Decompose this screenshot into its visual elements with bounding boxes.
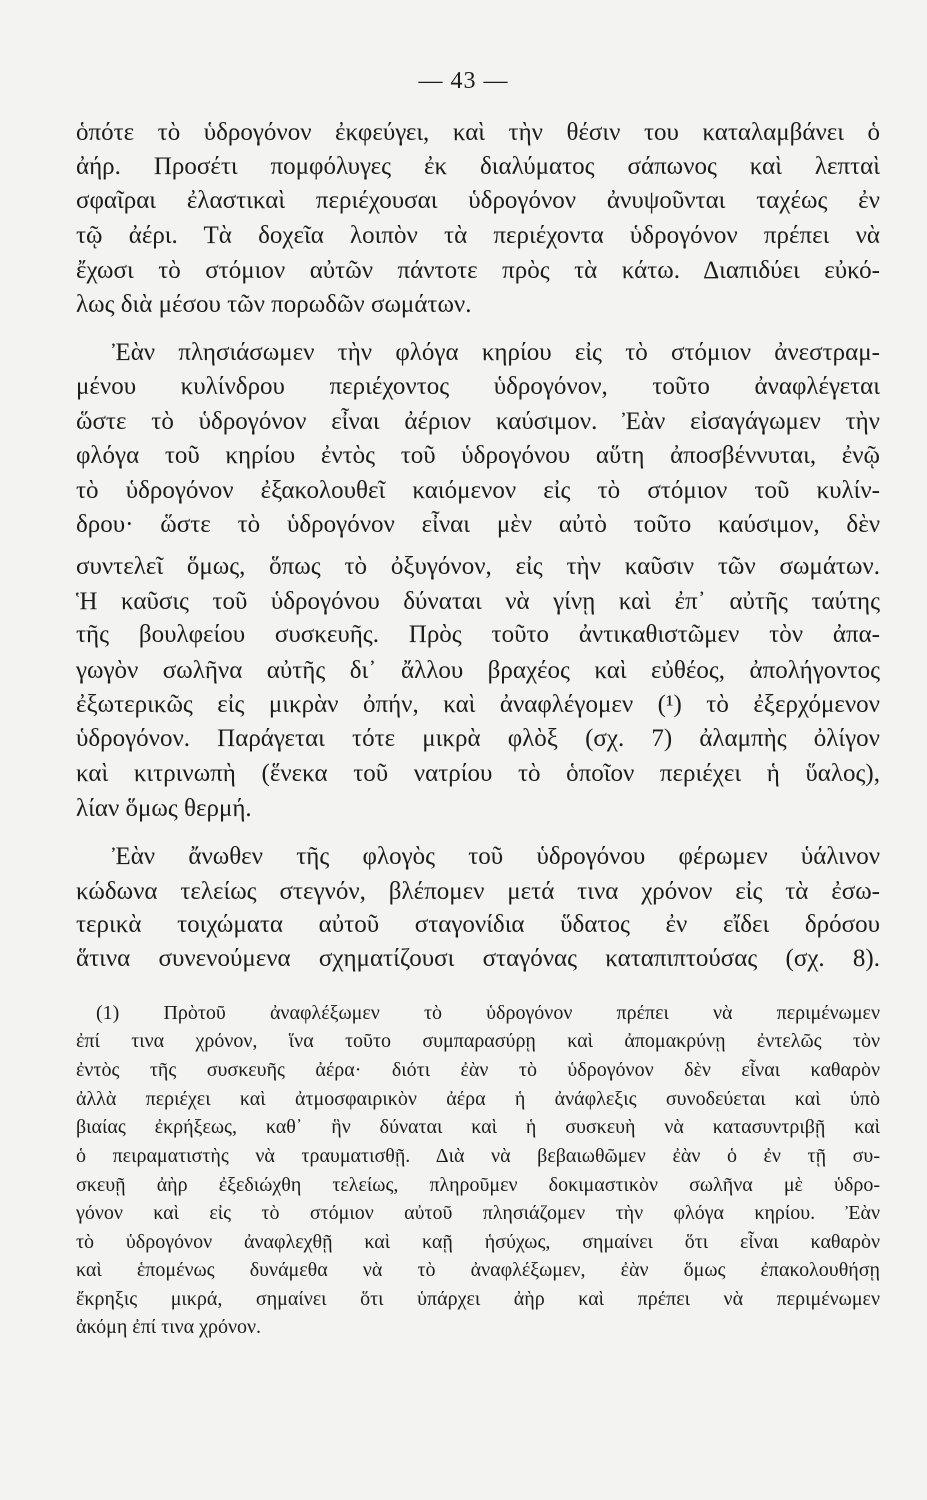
- body-line: ἅτινα συνενούμενα σχηματίζουσι σταγόνας καταπιπτούσας (σχ. 8).: [76, 945, 880, 972]
- body-line: Ἐὰν πλησιάσωμεν τὴν φλόγα κηρίου εἰς τὸ στόμιον ἀνεστραμ-: [112, 339, 880, 366]
- body-line: τὸ ὑδρογόνον ἐξακολουθεῖ καιόμενον εἰς τὸ στόμιον τοῦ κυλίν-: [76, 477, 880, 504]
- footnote-line: βιαίας ἐκρήξεως, καθ᾽ ἣν δύναται καὶ ἡ συσκευὴ νὰ κατασυντριβῇ καὶ: [76, 1116, 880, 1138]
- body-line: συντελεῖ ὅμως, ὅπως τὸ ὀξυγόνον, εἰς τὴν καῦσιν τῶν σωμάτων.: [76, 553, 880, 580]
- body-line: κώδωνα τελείως στεγνόν, βλέπομεν μετά τινα χρόνον εἰς τὰ ἐσω-: [76, 878, 880, 905]
- body-line: γωγὸν σωλῆνα αὐτῆς δι᾽ ἄλλου βραχέος καὶ εὐθέος, ἀπολήγοντος: [76, 657, 880, 684]
- footnote-line: σκευῇ ἀὴρ ἐξεδιώχθη τελείως, πληροῦμεν δοκιμαστικὸν σωλῆνα μὲ ὑδρο-: [76, 1174, 880, 1196]
- footnote-line: ἀκόμη ἐπί τινα χρόνον.: [76, 1316, 262, 1338]
- body-line: ὁπότε τὸ ὑδρογόνον ἐκφεύγει, καὶ τὴν θέσιν του καταλαμβάνει ὁ: [76, 119, 880, 146]
- body-line: ἀήρ. Προσέτι πομφόλυγες ἐκ διαλύματος σάπωνος καὶ λεπταὶ: [76, 153, 880, 180]
- body-line: τερικὰ τοιχώματα αὐτοῦ σταγονίδια ὕδατος ἐν εἴδει δρόσου: [76, 911, 880, 938]
- footnote-line: (1) Πρὸτοῦ ἀναφλέξωμεν τὸ ὑδρογόνον πρέπει νὰ περιμένωμεν: [96, 1002, 880, 1024]
- body-line: δρου· ὥστε τὸ ὑδρογόνον εἶναι μὲν αὐτὸ τοῦτο καύσιμον, δὲν: [76, 511, 880, 538]
- footnote-line: τὸ ὑδρογόνον ἀναφλεχθῇ καὶ καῇ ἡσύχως, σημαίνει ὅτι εἶναι καθαρὸν: [76, 1231, 880, 1253]
- body-line: λως διὰ μέσου τῶν πορωδῶν σωμάτων.: [76, 291, 472, 318]
- body-line: καὶ κιτρινωπὴ (ἕνεκα τοῦ νατρίου τὸ ὁποῖον περιέχει ἡ ὕαλος),: [76, 760, 880, 787]
- body-line: τῷ ἀέρι. Τὰ δοχεῖα λοιπὸν τὰ περιέχοντα ὑδρογόνον πρέπει νὰ: [76, 222, 880, 249]
- footnote-line: ἐντὸς τῆς συσκευῆς ἀέρα· διότι ἐὰν τὸ ὑδρογόνον δὲν εἶναι καθαρὸν: [76, 1059, 880, 1081]
- body-line: τῆς βουλφείου συσκευῆς. Πρὸς τοῦτο ἀντικαθιστῶμεν τὸν ἀπα-: [76, 621, 880, 648]
- body-line: λίαν ὅμως θερμή.: [76, 795, 252, 822]
- footnote-line: γόνον καὶ εἰς τὸ στόμιον αὐτοῦ πλησιάζομεν τὴν φλόγα κηρίου. Ἐὰν: [76, 1202, 880, 1224]
- body-line: σφαῖραι ἐλαστικαὶ περιέχουσαι ὑδρογόνον ἀνυψοῦνται ταχέως ἐν: [76, 187, 880, 214]
- footnote-line: ἐπί τινα χρόνον, ἵνα τοῦτο συμπαρασύρῃ καὶ ἀπομακρύνῃ ἐντελῶς τὸν: [76, 1030, 880, 1052]
- page-number: — 43 —: [418, 68, 509, 94]
- body-line: φλόγα τοῦ κηρίου ἐντὸς τοῦ ὑδρογόνου αὕτη ἀποσβέννυται, ἐνῷ: [76, 442, 880, 469]
- body-line: μένου κυλίνδρου περιέχοντος ὑδρογόνον, τοῦτο ἀναφλέγεται: [76, 373, 880, 400]
- body-line: ὥστε τὸ ὑδρογόνον εἶναι ἀέριον καύσιμον. Ἐὰν εἰσαγάγωμεν τὴν: [76, 408, 880, 435]
- body-line: ἐξωτερικῶς εἰς μικρὰν ὀπήν, καὶ ἀναφλέγομεν (¹) τὸ ἐξερχόμενον: [76, 691, 880, 718]
- footnote-line: ὁ πειραματιστὴς νὰ τραυματισθῇ. Διὰ νὰ βεβαιωθῶμεν ἐὰν ὁ ἐν τῇ συ-: [76, 1145, 880, 1167]
- footnote-line: ἔκρηξις μικρά, σημαίνει ὅτι ὑπάρχει ἀὴρ καὶ πρέπει νὰ περιμένωμεν: [76, 1288, 880, 1310]
- body-line: Ἡ καῦσις τοῦ ὑδρογόνου δύναται νὰ γίνῃ καὶ ἐπ᾽ αὐτῆς ταύτης: [76, 588, 880, 615]
- body-line: ἔχωσι τὸ στόμιον αὐτῶν πάντοτε πρὸς τὰ κάτω. Διαπιδύει εὐκό-: [76, 257, 880, 284]
- footnote-line: καὶ ἑπομένως δυνάμεθα νὰ τὸ ἀναφλέξωμεν, ἐὰν ὅμως ἐπακολουθήσῃ: [76, 1259, 880, 1281]
- body-line: Ἐὰν ἄνωθεν τῆς φλογὸς τοῦ ὑδρογόνου φέρωμεν ὑάλινον: [112, 843, 880, 870]
- footnote-line: ἀλλὰ περιέχει καὶ ἀτμοσφαιρικὸν ἀέρα ἡ ἀνάφλεξις συνοδεύεται καὶ ὑπὸ: [76, 1088, 880, 1110]
- body-line: ὑδρογόνον. Παράγεται τότε μικρὰ φλὸξ (σχ. 7) ἀλαμπὴς ὀλίγον: [76, 725, 880, 752]
